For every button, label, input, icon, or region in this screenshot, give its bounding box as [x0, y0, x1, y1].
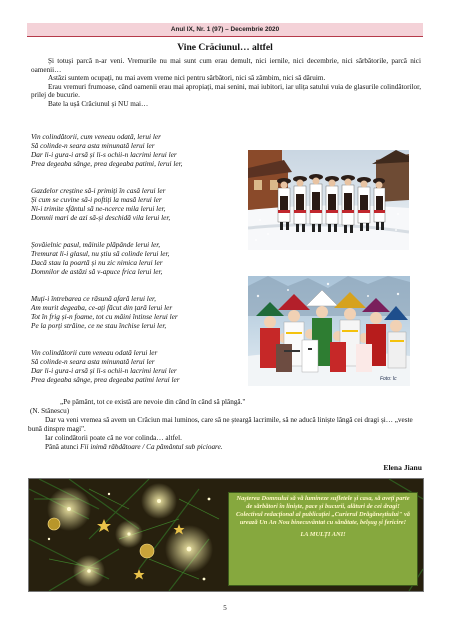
closing-prefix: Până atunci [45, 443, 81, 452]
greeting-line: Nașterea Domnului să vă lumineze sufletele și casa, să aveți parte de sărbători în liniște, pace și bucurii, alături de cei dragi! [236, 495, 410, 510]
poem-line: Dacă stau la poartă și nu zic nimica lerui ler [31, 258, 163, 268]
quote: „Pe pământ, tot ce există are nevoie din când în când să plângă." [60, 398, 246, 406]
closing-line [28, 443, 423, 452]
quote-author: (N. Stănescu) [30, 407, 70, 416]
poem-line: Prea degeaba sânge, prea degeaba patimi lerui ler [31, 375, 180, 385]
poem-line: Vin colindătorii, cum veneau odată, lerui ler [31, 132, 161, 141]
poem-line: Să colinde-n seara asta minunată lerui ler [31, 357, 155, 367]
article-title: Vine Crăciunul… altfel [177, 42, 273, 53]
poem-line: Dar li-i gura-i arsă și li-s ochii-n lacrimi lerui ler [31, 150, 177, 160]
greeting-message-box [228, 492, 418, 586]
poem-line: Muți-i întrebarea ce răsună afară lerui ler, [31, 294, 156, 303]
greeting-line: LA MULȚI ANI! [300, 531, 346, 538]
carolers-village-photo [248, 150, 409, 250]
greeting-card [28, 478, 424, 592]
poem-line: Domnilor de astăzi să v-apuce frica lerui ler, [31, 267, 163, 277]
poem-stanza [31, 240, 246, 276]
carolers-group-photo [248, 276, 410, 386]
intro-paragraph: Astăzi suntem ocupați, nu mai avem vreme nici pentru sărbători, nici să zâmbim, nici să dăruim. [48, 74, 326, 83]
article-intro [31, 57, 421, 109]
poem-line: Pe la porți străine, ce ne stau închise lerui ler, [31, 321, 167, 331]
closing-verse: Fii inimă răbdătoare / Ca pământul sub picioare. [80, 443, 223, 452]
poem-line: Am murit degeaba, ce-ați făcut din țară lerui ler [31, 303, 173, 313]
poem-line: Tot în frig și-n foame, tot cu mâini întinse lerui ler [31, 312, 178, 322]
author-signature: Elena Jianu [383, 463, 422, 472]
outro-paragraph: Dar va veni vremea să avem un Crăciun mai luminos, care să ne șteargă lacrimile, să ne aducă liniște lângă cei dragi și… „veste bună dinspre magi". [28, 416, 413, 434]
poem-stanza [31, 348, 246, 384]
header-bar [27, 23, 423, 37]
greeting-line: Colectivul redacțional al publicației „Curierul Drăgăneștiului" vă urează Un An Nou binecuvântat cu sănătate, belșug și fericire! [236, 511, 410, 526]
poem-line: Dar li-i gura-i arsă și li-s ochii-n lacrimi lerui ler [31, 366, 177, 376]
intro-paragraph: Bate la ușă Crăciunul și NU mai… [48, 99, 149, 108]
photo-caption: Foto: Ic [380, 376, 397, 382]
intro-paragraph: Erau vremuri frumoase, când oamenii erau mai apropiați, mai senini, mai iubitori, iar ulița satului vuia de glasurile colindătorilor, prilej de bucurie. [31, 82, 421, 100]
poem-stanza [31, 132, 246, 168]
article-outro [28, 398, 423, 453]
issue-label: Anul IX, Nr. 1 (97) – Decembrie 2020 [170, 26, 280, 33]
poem-line: Tremurat li-i glasul, nu știu să colinde lerui ler, [31, 249, 170, 259]
page-number: 5 [223, 604, 227, 612]
poem-line: Și cum se cuvine să-i poftiți la masă lerui ler [31, 195, 162, 205]
poem-line: Prea degeaba sânge, prea degeaba patimi, lerui ler, [31, 159, 183, 169]
poem-stanza [31, 294, 246, 330]
poem-stanza [31, 186, 246, 222]
poem-line: Gazdelor creștine să-i primiți în casă lerui ler [31, 186, 166, 195]
poem-line: Să colinde-n seara asta minunată lerui ler [31, 141, 155, 151]
intro-paragraph: Și totuși parcă n-ar veni. Vremurile nu mai sunt cum erau demult, nici iernile, nici decembrie, nici sărbătorile, parcă nici oamenii… [31, 57, 421, 74]
poem-line: Vin colindătorii cum veneau odată lerui ler [31, 348, 158, 357]
outro-paragraph: Iar colindătorii poate că ne vor colinda… altfel. [45, 434, 182, 443]
poem-line: Șovăielnic pasul, mâinile plăpânde lerui ler, [31, 240, 161, 249]
poem-line: Domnii mari de azi să-și deschidă vila lerui ler, [31, 213, 171, 223]
poem-line: Ni-i trimite sfântul să ne-ncerce mila lerui ler, [31, 204, 166, 214]
